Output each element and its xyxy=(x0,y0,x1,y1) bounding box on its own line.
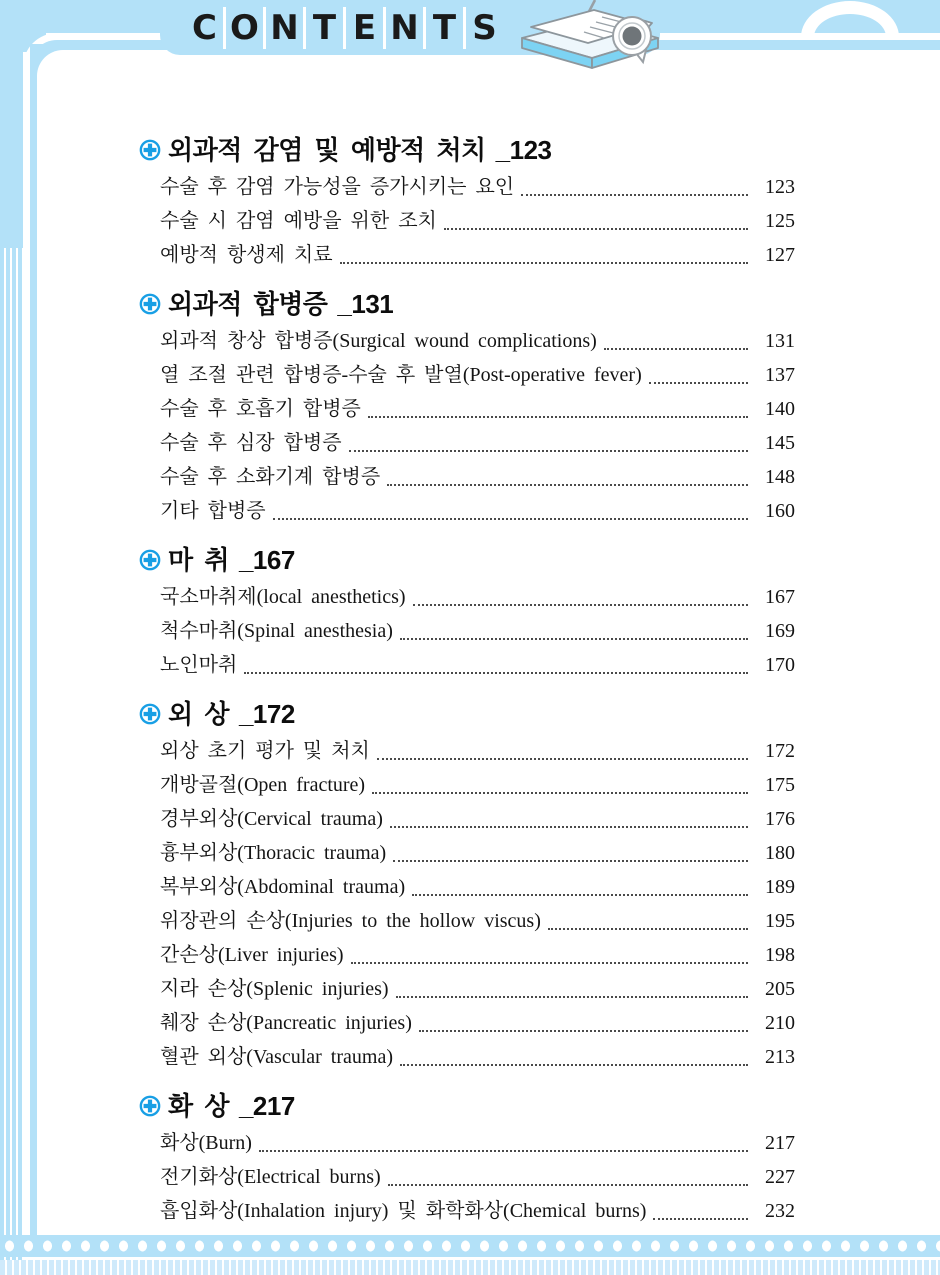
section-heading xyxy=(139,1088,795,1124)
section-heading xyxy=(139,696,795,732)
entry-title: 외상 초기 평가 및 처치 xyxy=(160,740,370,762)
entry-page-number: 227 xyxy=(765,1166,795,1188)
entry-page-number: 145 xyxy=(765,432,795,454)
entry-title: 혈관 외상(Vascular trauma) xyxy=(160,1046,393,1068)
dot-leader xyxy=(349,426,748,452)
inner-frame-line-vertical xyxy=(30,52,37,1235)
contents-letter: E xyxy=(352,7,377,48)
bottom-stripe-fringe xyxy=(0,1260,940,1275)
dot-leader xyxy=(653,1194,748,1220)
entry-title: 예방적 항생제 치료 xyxy=(160,244,333,266)
dot-leader xyxy=(390,802,748,828)
toc-entry xyxy=(160,1040,795,1074)
contents-letter: T xyxy=(312,7,337,48)
entry-title: 국소마취제(local anesthetics) xyxy=(160,586,406,608)
toc-entry xyxy=(160,426,795,460)
white-frame-line-vertical xyxy=(23,70,30,1253)
entry-title: 외과적 창상 합병증(Surgical wound complications) xyxy=(160,330,597,352)
toc-entry xyxy=(160,170,795,204)
dot-leader xyxy=(413,580,748,606)
entry-title: 흡입화상(Inhalation injury) 및 화학화상(Chemical burns) xyxy=(160,1200,647,1222)
plus-circle-icon xyxy=(139,703,161,725)
toc-entry xyxy=(160,358,795,392)
entry-title: 수술 후 심장 합병증 xyxy=(160,432,342,454)
entry-title: 전기화상(Electrical burns) xyxy=(160,1166,381,1188)
coffee-cup-icon xyxy=(608,14,664,66)
dot-leader xyxy=(368,392,748,418)
contents-letter: S xyxy=(472,7,497,48)
toc-entry xyxy=(160,494,795,528)
entry-title: 열 조절 관련 합병증-수술 후 발열(Post-operative fever) xyxy=(160,364,642,386)
dot-leader xyxy=(604,324,748,350)
entry-title: 경부외상(Cervical trauma) xyxy=(160,808,383,830)
entry-page-number: 198 xyxy=(765,944,795,966)
entry-title: 위장관의 손상(Injuries to the hollow viscus) xyxy=(160,910,541,932)
entry-title: 수술 후 감염 가능성을 증가시키는 요인 xyxy=(160,176,515,198)
entry-title: 간손상(Liver injuries) xyxy=(160,944,344,966)
entry-page-number: 169 xyxy=(765,620,795,642)
toc-entry xyxy=(160,972,795,1006)
entry-title: 수술 후 호흡기 합병증 xyxy=(160,398,361,420)
dot-leader xyxy=(387,460,748,486)
entry-page-number: 217 xyxy=(765,1132,795,1154)
entry-page-number: 210 xyxy=(765,1012,795,1034)
toc-entry xyxy=(160,324,795,358)
entry-page-number: 205 xyxy=(765,978,795,1000)
section-title: 외과적 합병증 xyxy=(168,289,328,319)
toc-entry xyxy=(160,614,795,648)
dot-leader xyxy=(340,238,748,264)
dot-leader xyxy=(372,768,748,794)
contents-letter: N xyxy=(390,7,419,48)
toc-entry xyxy=(160,392,795,426)
dot-leader xyxy=(244,648,748,674)
section-title: 화 상 xyxy=(168,1091,229,1121)
entry-title: 지라 손상(Splenic injuries) xyxy=(160,978,389,1000)
entry-title: 기타 합병증 xyxy=(160,500,266,522)
plus-circle-icon xyxy=(139,549,161,571)
section-heading xyxy=(139,542,795,578)
dot-leader xyxy=(396,972,748,998)
dot-leader xyxy=(393,836,748,862)
section-page-label: _172 xyxy=(238,699,295,729)
contents-title xyxy=(186,6,503,50)
plus-circle-icon xyxy=(139,1095,161,1117)
bottom-dot-band xyxy=(0,1235,940,1257)
dot-leader xyxy=(649,358,748,384)
contents-letter: T xyxy=(432,7,457,48)
entry-page-number: 213 xyxy=(765,1046,795,1068)
table-of-contents xyxy=(37,50,940,1235)
section-page-label: _167 xyxy=(238,545,295,575)
dot-leader xyxy=(419,1006,748,1032)
toc-entry xyxy=(160,238,795,272)
toc-entry xyxy=(160,802,795,836)
entry-page-number: 148 xyxy=(765,466,795,488)
contents-letter: C xyxy=(192,7,217,48)
toc-entry xyxy=(160,460,795,494)
toc-entry xyxy=(160,1006,795,1040)
toc-entry xyxy=(160,204,795,238)
entry-page-number: 125 xyxy=(765,210,795,232)
contents-letter: O xyxy=(230,7,259,48)
entry-page-number: 180 xyxy=(765,842,795,864)
toc-entry xyxy=(160,768,795,802)
section-title: 외 상 xyxy=(168,699,229,729)
toc-entry xyxy=(160,904,795,938)
content-panel xyxy=(37,50,940,1235)
dot-leader xyxy=(388,1160,748,1186)
entry-page-number: 172 xyxy=(765,740,795,762)
plus-circle-icon xyxy=(139,139,161,161)
plus-circle-icon xyxy=(139,293,161,315)
section-page-label: _123 xyxy=(495,135,552,165)
entry-title: 개방골절(Open fracture) xyxy=(160,774,366,796)
entry-page-number: 175 xyxy=(765,774,795,796)
entry-page-number: 170 xyxy=(765,654,795,676)
dot-leader xyxy=(273,494,748,520)
section-title: 마 취 xyxy=(168,545,229,575)
toc-entry xyxy=(160,1126,795,1160)
entry-title: 복부외상(Abdominal trauma) xyxy=(160,876,406,898)
entry-title: 수술 시 감염 예방을 위한 조치 xyxy=(160,210,437,232)
section-title: 외과적 감염 및 예방적 처치 xyxy=(168,135,486,165)
dot-leader xyxy=(351,938,748,964)
toc-entry xyxy=(160,870,795,904)
dot-leader xyxy=(548,904,748,930)
section-heading xyxy=(139,132,795,168)
section-page-label: _131 xyxy=(337,289,394,319)
entry-page-number: 189 xyxy=(765,876,795,898)
entry-page-number: 137 xyxy=(765,364,795,386)
entry-page-number: 160 xyxy=(765,500,795,522)
dot-leader xyxy=(412,870,748,896)
dot-leader xyxy=(521,170,748,196)
entry-page-number: 167 xyxy=(765,586,795,608)
entry-title: 화상(Burn) xyxy=(160,1132,252,1154)
toc-entry xyxy=(160,580,795,614)
entry-title: 흉부외상(Thoracic trauma) xyxy=(160,842,387,864)
entry-page-number: 127 xyxy=(765,244,795,266)
entry-page-number: 140 xyxy=(765,398,795,420)
entry-page-number: 195 xyxy=(765,910,795,932)
entry-title: 척수마취(Spinal anesthesia) xyxy=(160,620,393,642)
entry-page-number: 131 xyxy=(765,330,795,352)
toc-entry xyxy=(160,1194,795,1228)
dot-leader xyxy=(400,614,748,640)
toc-entry xyxy=(160,1160,795,1194)
section-heading xyxy=(139,286,795,322)
entry-title: 노인마취 xyxy=(160,654,238,676)
section-page-label: _217 xyxy=(238,1091,295,1121)
entry-title: 췌장 손상(Pancreatic injuries) xyxy=(160,1012,412,1034)
entry-page-number: 123 xyxy=(765,176,795,198)
dot-leader xyxy=(444,204,748,230)
entry-page-number: 232 xyxy=(765,1200,795,1222)
toc-entry xyxy=(160,938,795,972)
toc-entry xyxy=(160,836,795,870)
dot-leader xyxy=(259,1126,748,1152)
entry-title: 수술 후 소화기계 합병증 xyxy=(160,466,381,488)
dot-leader xyxy=(400,1040,748,1066)
entry-page-number: 176 xyxy=(765,808,795,830)
toc-entry xyxy=(160,648,795,682)
contents-letter: N xyxy=(270,7,299,48)
dot-leader xyxy=(377,734,748,760)
toc-entry xyxy=(160,734,795,768)
left-band-stripes xyxy=(0,248,23,1275)
